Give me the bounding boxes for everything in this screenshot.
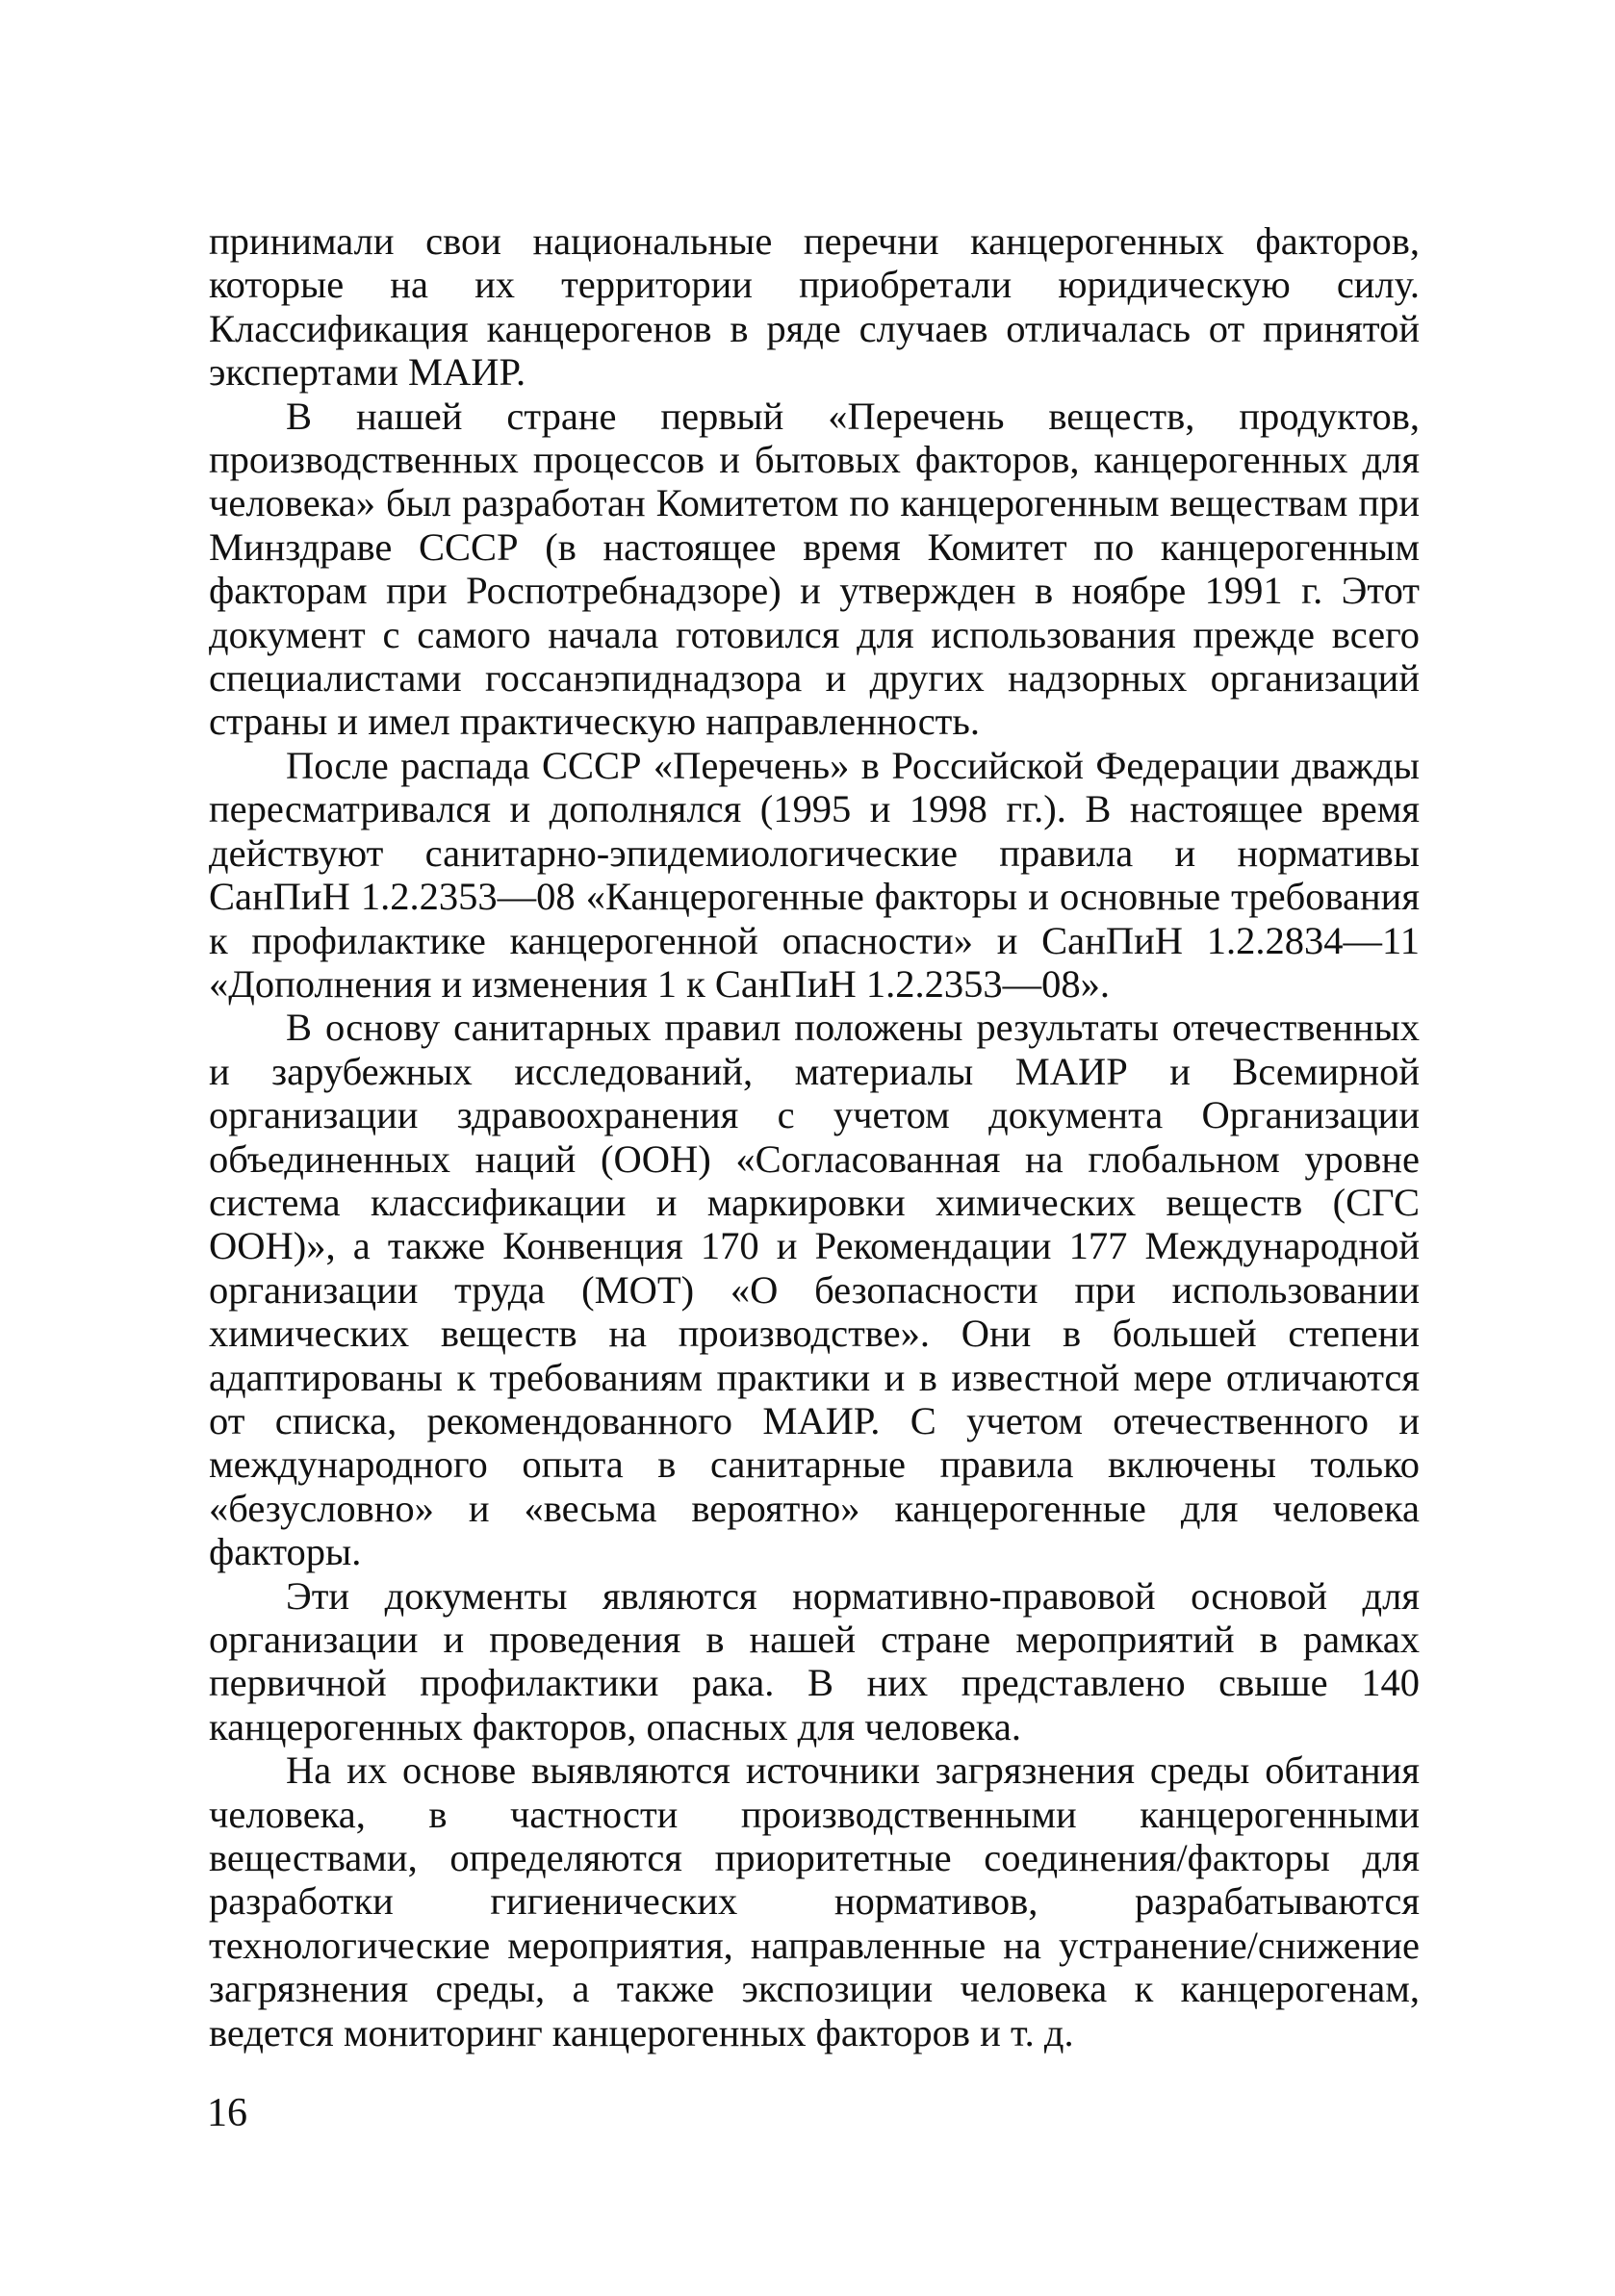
paragraph: Эти документы являются нормативно-правовой основой для организации и проведения в нашей стране мероприятий в рамках первичной профилактики рака. В них представлено свыше 140 канцерогенных факторов, опасных для человека. — [209, 1573, 1420, 1748]
body-text — [209, 219, 1420, 2054]
paragraph: После распада СССР «Перечень» в Российской Федерации дважды пересматривался и дополнялся (1995 и 1998 гг.). В настоящее время действуют санитарно-эпидемиологические правила и нормативы СанПиН 1.2.2353—08 «Канцерогенные факторы и основные требования к профилактике канцерогенной опасности» и СанПиН 1.2.2834—11 «Дополнения и изменения 1 к СанПиН 1.2.2353—08». — [209, 743, 1420, 1006]
paragraph-continued: принимали свои национальные перечни канцерогенных факторов, которые на их территории приобретали юридическую силу. Классификация канцерогенов в ряде случаев отличалась от принятой экспертами МАИР. — [209, 219, 1420, 395]
paragraph: В нашей стране первый «Перечень веществ, продуктов, производственных процессов и бытовых факторов, канцерогенных для человека» был разработан Комитетом по канцерогенным веществам при Минздраве СССР (в настоящее время Комитет по канцерогенным факторам при Роспотребнадзоре) и утвержден в ноябре 1991 г. Этот документ с самого начала готовился для использования прежде всего специалистами госсанэпиднадзора и других надзорных организаций страны и имел практическую направленность. — [209, 394, 1420, 744]
paragraph: В основу санитарных правил положены результаты отечественных и зарубежных исследований, материалы МАИР и Всемирной организации здравоохранения с учетом документа Организации объединенных наций (ООН) «Согласованная на глобальном уровне система классификации и маркировки химических веществ (СГС ООН)», а также Конвенция 170 и Рекомендации 177 Международной организации труда (МОТ) «О безопасности при использовании химических веществ на производстве». Они в большей степени адаптированы к требованиям практики и в известной мере отличаются от списка, рекомендованного МАИР. С учетом отечественного и международного опыта в санитарные правила включены только «безусловно» и «весьма вероятно» канцерогенные для человека факторы. — [209, 1006, 1420, 1574]
page-number: 16 — [207, 2091, 247, 2135]
paragraph: На их основе выявляются источники загрязнения среды обитания человека, в частности производственными канцерогенными веществами, определяются приоритетные соединения/факторы для разработки гигиенических нормативов, разрабатываются технологические мероприятия, направленные на устранение/снижение загрязнения среды, а также экспозиции человека к канцерогенам, ведется мониторинг канцерогенных факторов и т. д. — [209, 1748, 1420, 2054]
